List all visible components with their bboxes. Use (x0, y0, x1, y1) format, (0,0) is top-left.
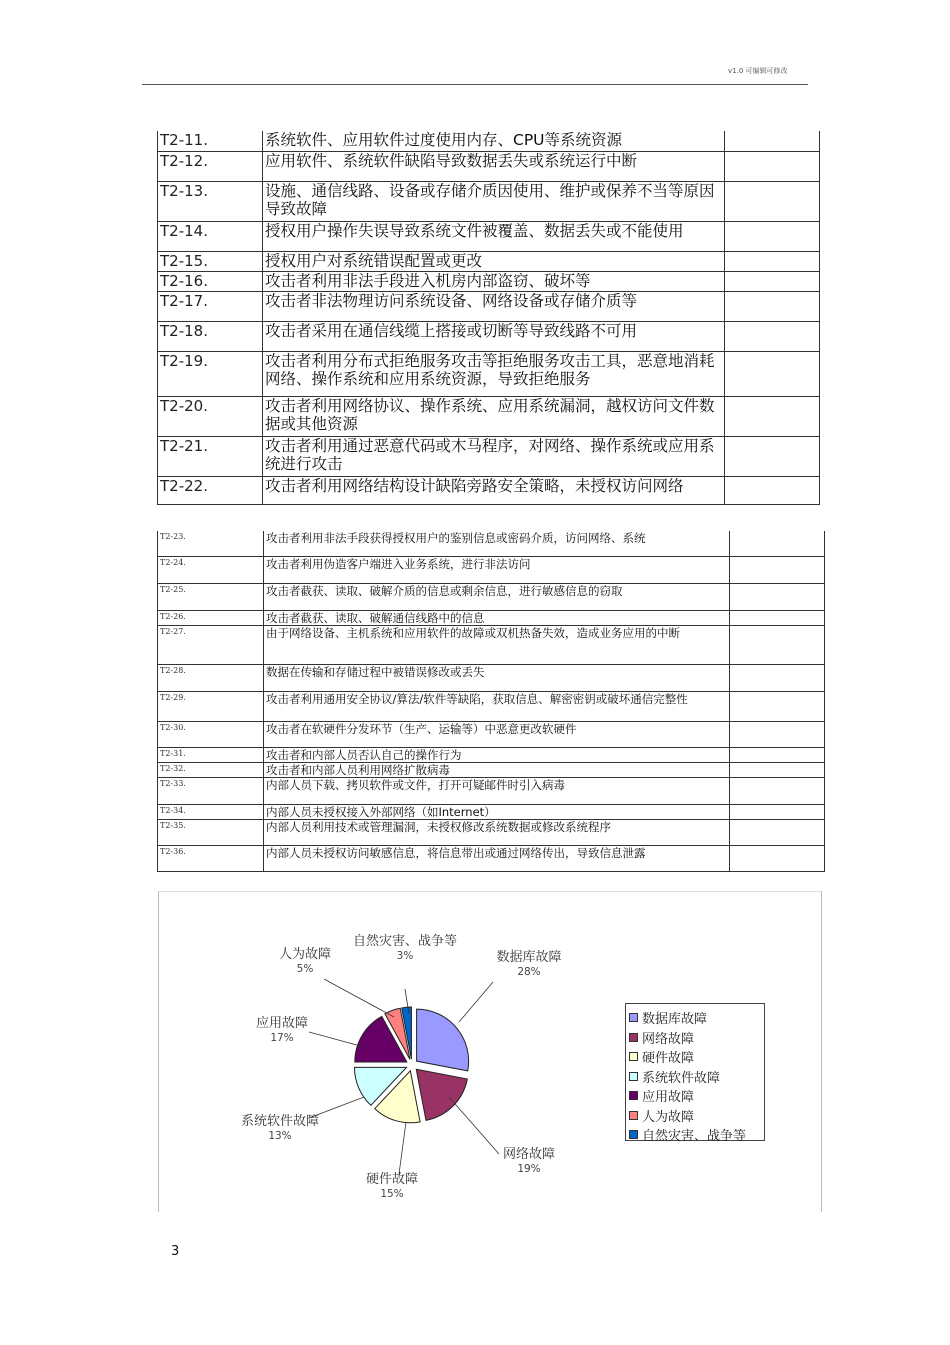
threat-description: 内部人员未授权接入外部网络（如Internet） (264, 804, 730, 819)
leader-line (399, 1122, 406, 1174)
empty-cell (730, 762, 825, 777)
threat-description: 攻击者利用网络结构设计缺陷旁路安全策略，未授权访问网络 (263, 476, 725, 504)
threat-a-row (158, 436, 820, 476)
threat-id: T2-14. (158, 221, 263, 251)
threat-id: T2-22. (158, 476, 263, 504)
threat-id: T2-23. (158, 531, 264, 556)
threat-id: T2-33. (158, 777, 264, 804)
threat-description: 内部人员利用技术或管理漏洞，未授权修改系统数据或修改系统程序 (264, 819, 730, 845)
slice-label (366, 1172, 418, 1201)
threat-b-row (158, 721, 825, 747)
legend-item (629, 1067, 764, 1087)
empty-cell (725, 251, 820, 271)
threat-b-row (158, 777, 825, 804)
threat-b-row (158, 762, 825, 777)
slice-label-name: 人为故障 (278, 947, 332, 962)
empty-cell (725, 291, 820, 321)
legend-label: 自然灾害、战争等 (642, 1129, 747, 1145)
threat-description: 攻击者截获、读取、破解通信线路中的信息 (264, 610, 730, 625)
empty-cell (725, 321, 820, 351)
legend-label: 网络故障 (642, 1031, 695, 1047)
slice-label-percent: 5% (296, 963, 314, 975)
threat-id: T2-30. (158, 721, 264, 747)
empty-cell (725, 271, 820, 291)
threat-b-row (158, 625, 825, 664)
threat-description: 攻击者利用伪造客户端进入业务系统，进行非法访问 (264, 556, 730, 583)
threat-a-row (158, 131, 820, 151)
threat-b-row (158, 819, 825, 845)
slice-label (496, 950, 561, 979)
empty-cell (725, 476, 820, 504)
slice-label (350, 934, 460, 963)
threat-b-row (158, 804, 825, 819)
threat-description: 攻击者和内部人员否认自己的操作行为 (264, 747, 730, 762)
slice-label-percent: 19% (517, 1163, 541, 1175)
threat-description: 内部人员未授权访问敏感信息，将信息带出或通过网络传出，导致信息泄露 (264, 845, 730, 871)
fault-pie-chart (158, 891, 822, 1212)
threat-description: 系统软件、应用软件过度使用内存、CPU等系统资源 (263, 131, 725, 151)
threat-id: T2-24. (158, 556, 264, 583)
legend-swatch (629, 1072, 638, 1081)
chart-legend (625, 1003, 765, 1145)
threat-a-row (158, 321, 820, 351)
legend-item (629, 1086, 764, 1106)
empty-cell (730, 625, 825, 664)
legend-item (629, 1047, 764, 1067)
threat-description: 授权用户操作失误导致系统文件被覆盖、数据丢失或不能使用 (263, 221, 725, 251)
legend-item (629, 1028, 764, 1048)
legend-swatch (629, 1130, 638, 1139)
threat-description: 攻击者利用网络协议、操作系统、应用系统漏洞，越权访问文件数据或其他资源 (263, 396, 725, 436)
threat-a-row (158, 476, 820, 504)
page-number: 3 (171, 1244, 180, 1259)
empty-cell (725, 181, 820, 221)
threat-b-row (158, 845, 825, 871)
legend-swatch (629, 1091, 638, 1100)
threat-description: 攻击者和内部人员利用网络扩散病毒 (264, 762, 730, 777)
empty-cell (730, 721, 825, 747)
leader-line (449, 1097, 499, 1154)
threat-a-row (158, 271, 820, 291)
threat-id: T2-27. (158, 625, 264, 664)
threat-id: T2-15. (158, 251, 263, 271)
legend-label: 人为故障 (642, 1109, 695, 1125)
threat-a-row (158, 151, 820, 181)
threat-table-part-1 (157, 131, 820, 505)
threat-id: T2-31. (158, 747, 264, 762)
threat-a-row (158, 251, 820, 271)
empty-cell (730, 531, 825, 556)
legend-swatch (629, 1052, 638, 1061)
threat-id: T2-36. (158, 845, 264, 871)
pie-slice (417, 1009, 469, 1071)
slice-label-name: 数据库故障 (496, 950, 562, 965)
threat-description: 攻击者利用非法手段进入机房内部盗窃、破坏等 (263, 271, 725, 291)
header-rule (142, 84, 808, 85)
threat-b-row (158, 531, 825, 556)
empty-cell (725, 436, 820, 476)
threat-id: T2-29. (158, 691, 264, 721)
empty-cell (730, 610, 825, 625)
slice-label-percent: 28% (517, 966, 541, 978)
pie-slice (416, 1069, 467, 1120)
empty-cell (730, 804, 825, 819)
threat-description: 应用软件、系统软件缺陷导致数据丢失或系统运行中断 (263, 151, 725, 181)
empty-cell (730, 747, 825, 762)
empty-cell (725, 351, 820, 396)
threat-description: 由于网络设备、主机系统和应用软件的故障或双机热备失效，造成业务应用的中断 (264, 625, 730, 664)
empty-cell (725, 131, 820, 151)
empty-cell (725, 396, 820, 436)
threat-id: T2-19. (158, 351, 263, 396)
empty-cell (730, 845, 825, 871)
legend-swatch (629, 1013, 638, 1022)
threat-description: 攻击者采用在通信线缆上搭接或切断等导致线路不可用 (263, 321, 725, 351)
threat-id: T2-20. (158, 396, 263, 436)
threat-id: T2-17. (158, 291, 263, 321)
slice-label-percent: 13% (268, 1130, 292, 1142)
threat-table-part-2 (157, 531, 825, 872)
legend-label: 数据库故障 (642, 1012, 708, 1028)
slice-label-name: 硬件故障 (365, 1172, 419, 1187)
threat-description: 攻击者利用通过恶意代码或木马程序，对网络、操作系统或应用系统进行攻击 (263, 436, 725, 476)
legend-swatch (629, 1033, 638, 1042)
threat-a-row (158, 291, 820, 321)
empty-cell (730, 819, 825, 845)
threat-a-row (158, 181, 820, 221)
threat-description: 数据在传输和存储过程中被错误修改或丢失 (264, 664, 730, 691)
threat-b-row (158, 610, 825, 625)
slice-label-percent: 17% (270, 1032, 294, 1044)
legend-item (629, 1106, 764, 1126)
leader-line (309, 1032, 364, 1047)
threat-id: T2-32. (158, 762, 264, 777)
slice-label-name: 网络故障 (502, 1147, 556, 1162)
legend-item (629, 1125, 764, 1145)
slice-label-name: 自然灾害、战争等 (352, 934, 457, 949)
threat-description: 设施、通信线路、设备或存储介质因使用、维护或保养不当等原因导致故障 (263, 181, 725, 221)
threat-description: 授权用户对系统错误配置或更改 (263, 251, 725, 271)
threat-id: T2-13. (158, 181, 263, 221)
legend-label: 系统软件故障 (642, 1070, 721, 1086)
empty-cell (730, 583, 825, 610)
threat-description: 攻击者非法物理访问系统设备、网络设备或存储介质等 (263, 291, 725, 321)
empty-cell (730, 777, 825, 804)
threat-description: 攻击者在软硬件分发环节（生产、运输等）中恶意更改软硬件 (264, 721, 730, 747)
threat-id: T2-12. (158, 151, 263, 181)
threat-id: T2-34. (158, 804, 264, 819)
empty-cell (730, 664, 825, 691)
threat-id: T2-28. (158, 664, 264, 691)
leader-line (324, 979, 394, 1017)
threat-id: T2-35. (158, 819, 264, 845)
empty-cell (730, 691, 825, 721)
threat-b-row (158, 556, 825, 583)
empty-cell (725, 151, 820, 181)
threat-description: 内部人员下载、拷贝软件或文件，打开可疑邮件时引入病毒 (264, 777, 730, 804)
slice-label-name: 应用故障 (255, 1016, 309, 1031)
threat-description: 攻击者截获、读取、破解介质的信息或剩余信息，进行敏感信息的窃取 (264, 583, 730, 610)
threat-id: T2-26. (158, 610, 264, 625)
slice-label (241, 1114, 319, 1143)
slice-label (279, 947, 331, 976)
slice-label (503, 1147, 555, 1176)
slice-label-percent: 3% (396, 950, 414, 962)
legend-label: 硬件故障 (642, 1051, 695, 1067)
threat-id: T2-18. (158, 321, 263, 351)
threat-a-row (158, 221, 820, 251)
threat-a-row (158, 396, 820, 436)
threat-b-row (158, 691, 825, 721)
threat-description: 攻击者利用非法手段获得授权用户的鉴别信息或密码介质，访问网络、系统 (264, 531, 730, 556)
threat-b-row (158, 747, 825, 762)
threat-id: T2-25. (158, 583, 264, 610)
empty-cell (725, 221, 820, 251)
threat-b-row (158, 664, 825, 691)
threat-id: T2-11. (158, 131, 263, 151)
slice-label-percent: 15% (380, 1188, 404, 1200)
threat-description: 攻击者利用通用安全协议/算法/软件等缺陷，获取信息、解密密钥或破坏通信完整性 (264, 691, 730, 721)
slice-label (256, 1016, 308, 1045)
slice-label-name: 系统软件故障 (240, 1114, 320, 1129)
leader-line (459, 982, 493, 1022)
legend-label: 应用故障 (642, 1090, 695, 1106)
legend-swatch (629, 1111, 638, 1120)
legend-item (629, 1008, 764, 1028)
threat-b-row (158, 583, 825, 610)
header-note: v1.0 可编辑可修改 (728, 67, 788, 75)
threat-description: 攻击者利用分布式拒绝服务攻击等拒绝服务攻击工具，恶意地消耗网络、操作系统和应用系统资源，导致拒绝服务 (263, 351, 725, 396)
threat-id: T2-21. (158, 436, 263, 476)
threat-id: T2-16. (158, 271, 263, 291)
threat-a-row (158, 351, 820, 396)
empty-cell (730, 556, 825, 583)
